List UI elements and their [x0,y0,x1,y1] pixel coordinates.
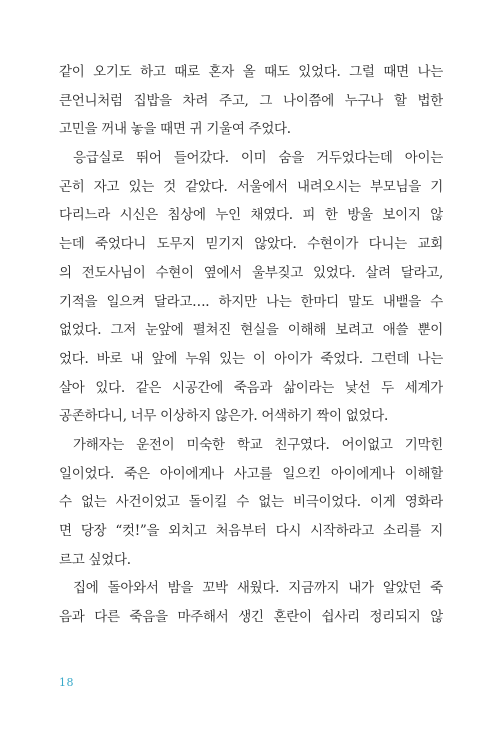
text-line: 기적을 일으켜 달라고…. 하지만 나는 한마디 말도 내뱉을 수 [59,293,443,310]
text-line: 곤히 자고 있는 것 같았다. 서울에서 내려오시는 부모님을 기 [59,178,443,195]
text-line: 다리느라 시신은 침상에 누인 채였다. 피 한 방울 보이지 않 [59,207,443,224]
paragraph-3 [59,431,443,574]
text-line: 큰언니처럼 집밥을 차려 주고, 그 나이쯤에 누구나 할 법한 [59,92,443,109]
paragraph-1 [59,58,443,144]
text-line: 가해자는 운전이 미숙한 학교 친구였다. 어이없고 기막힌 [73,436,443,453]
text-line: 는데 죽었다니 도무지 믿기지 않았다. 수현이가 다니는 교회 [59,236,443,253]
text-line: 고민을 꺼내 놓을 때면 귀 기울여 주었다. [59,121,291,138]
text-line: 었다. 바로 내 앞에 누워 있는 이 아이가 죽었다. 그런데 나는 [59,350,443,367]
page-number: 18 [59,676,74,689]
text-line: 의 전도사님이 수현이 옆에서 울부짖고 있었다. 살려 달라고, [59,264,443,281]
text-line: 면 당장 “컷!”을 외치고 처음부터 다시 시작하라고 소리를 지 [59,523,443,539]
body-text [59,58,443,632]
text-line: 같이 오기도 하고 때로 혼자 올 때도 있었다. 그럴 때면 나는 [59,64,443,80]
text-line: 공존하다니, 너무 이상하지 않은가. 어색하기 짝이 없었다. [59,408,388,425]
paragraph-4 [59,574,443,631]
text-line: 르고 싶었다. [59,551,131,568]
paragraph-2 [59,144,443,431]
text-line: 수 없는 사건이었고 돌이킬 수 없는 비극이었다. 이게 영화라 [59,494,443,511]
text-line: 음과 다른 죽음을 마주해서 생긴 혼란이 쉽사리 정리되지 않 [59,609,443,626]
text-line: 살아 있다. 같은 시공간에 죽음과 삶이라는 낯선 두 세계가 [59,379,443,396]
text-line: 응급실로 뛰어 들어갔다. 이미 숨을 거두었다는데 아이는 [73,150,443,167]
text-line: 없었다. 그저 눈앞에 펼쳐진 현실을 이해해 보려고 애쓸 뿐이 [59,322,443,339]
text-line: 일이었다. 죽은 아이에게나 사고를 일으킨 아이에게나 이해할 [59,465,443,482]
text-line: 집에 돌아와서 밤을 꼬박 새웠다. 지금까지 내가 알았던 죽 [73,580,443,597]
